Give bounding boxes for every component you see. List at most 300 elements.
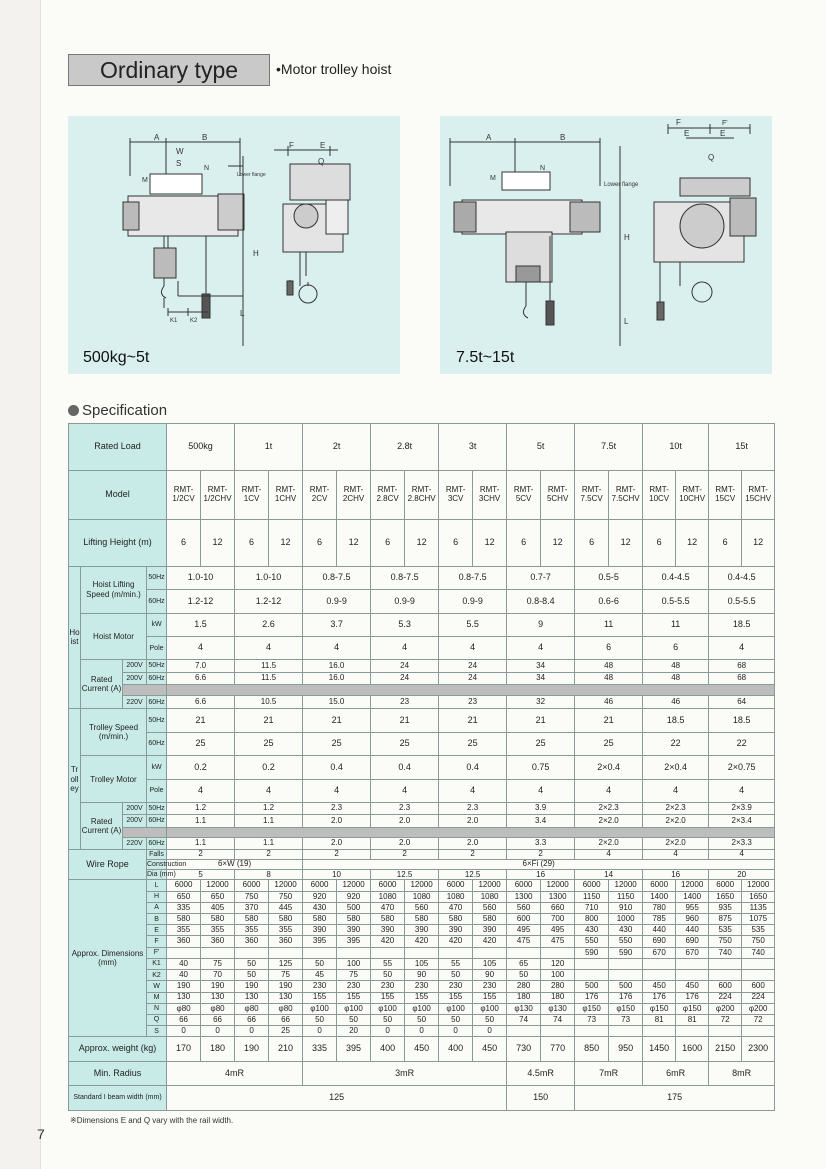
model-name: RMT-3CHV (473, 470, 507, 519)
table-cell: 130 (269, 992, 303, 1003)
table-cell: 1080 (473, 891, 507, 902)
load-header: 2t (303, 424, 371, 471)
table-cell: 75 (337, 970, 371, 981)
row-label: Model (69, 470, 167, 519)
table-row (69, 684, 775, 695)
table-cell: 1080 (405, 891, 439, 902)
table-cell: 25 (439, 732, 507, 755)
table-cell: 2×2.3 (575, 803, 643, 815)
table-cell (269, 947, 303, 958)
table-cell: 355 (167, 925, 201, 936)
table-cell: 74 (541, 1014, 575, 1025)
table-cell: 2 (235, 849, 303, 859)
table-cell: 395 (337, 936, 371, 947)
table-cell: 440 (643, 925, 676, 936)
table-row (69, 613, 775, 636)
table-cell: 2×0.75 (709, 756, 775, 779)
table-cell: 12 (742, 519, 775, 566)
table-cell: 1150 (575, 891, 609, 902)
table-cell: 2×2.3 (643, 803, 709, 815)
table-cell: 550 (575, 936, 609, 947)
table-cell: 0 (439, 1026, 473, 1037)
table-cell: 6×Fi (29) (303, 860, 775, 870)
table-cell (405, 947, 439, 958)
table-cell: 130 (201, 992, 235, 1003)
svg-text:F': F' (722, 120, 728, 127)
table-cell: 50 (371, 970, 405, 981)
table-cell: 4 (575, 779, 643, 802)
table-row (69, 891, 775, 902)
table-cell: 4 (235, 779, 303, 802)
table-cell: 18.5 (709, 613, 775, 636)
table-cell: 0.8-7.5 (439, 566, 507, 589)
table-cell: 6000 (575, 880, 609, 891)
table-cell: 0.5-5.5 (709, 590, 775, 613)
table-cell: φ80 (201, 1003, 235, 1014)
table-cell: 2 (507, 849, 575, 859)
table-row (69, 1026, 775, 1037)
hoist-drawing-small (68, 116, 400, 374)
table-cell: 955 (676, 902, 709, 913)
table-cell: 6000 (167, 880, 201, 891)
svg-text:M: M (490, 175, 496, 182)
table-cell (575, 970, 609, 981)
table-cell: 390 (473, 925, 507, 936)
row-label: Trolley Motor (81, 756, 147, 803)
model-name: RMT-7.5CHV (609, 470, 643, 519)
table-cell: 24 (439, 672, 507, 684)
table-cell: 73 (575, 1014, 609, 1025)
table-cell: 230 (473, 981, 507, 992)
drawing-panel-large-hoist (440, 116, 772, 374)
table-row (69, 992, 775, 1003)
table-cell: 3mR (303, 1061, 507, 1085)
table-cell: 25 (269, 1026, 303, 1037)
table-cell: 46 (575, 696, 643, 709)
table-cell: 450 (405, 1037, 439, 1061)
table-cell: φ150 (575, 1003, 609, 1014)
table-cell: 580 (303, 914, 337, 925)
table-cell: 670 (676, 947, 709, 958)
table-cell: 6 (643, 636, 709, 659)
table-cell: 475 (507, 936, 541, 947)
table-cell: 6 (371, 519, 405, 566)
group-label-hoist: Hoist (69, 566, 81, 709)
table-cell (676, 958, 709, 969)
table-cell: φ100 (303, 1003, 337, 1014)
table-cell: 3.9 (507, 803, 575, 815)
table-cell: 4 (507, 636, 575, 659)
table-cell: 200V (123, 672, 147, 684)
table-cell: 55 (439, 958, 473, 969)
table-cell: 190 (201, 981, 235, 992)
table-cell: 18.5 (709, 709, 775, 732)
svg-text:F: F (676, 118, 681, 127)
model-name: RMT-2.8CHV (405, 470, 439, 519)
table-cell: φ100 (439, 1003, 473, 1014)
table-cell: 25 (575, 732, 643, 755)
table-cell: 230 (303, 981, 337, 992)
table-row (69, 870, 775, 880)
dimension-key: E (147, 925, 167, 936)
table-cell: 450 (676, 981, 709, 992)
table-cell: 1.5 (167, 613, 235, 636)
table-cell (167, 827, 775, 837)
table-row (69, 566, 775, 589)
table-cell: 125 (269, 958, 303, 969)
table-cell: 190 (167, 981, 201, 992)
table-cell: 210 (269, 1037, 303, 1061)
table-cell: 8mR (709, 1061, 775, 1085)
table-cell: 50Hz (147, 709, 167, 732)
table-cell: 2.0 (371, 837, 439, 849)
table-cell: 6000 (643, 880, 676, 891)
footnote: ※Dimensions E and Q vary with the rail width. (70, 1116, 234, 1125)
table-cell: 580 (201, 914, 235, 925)
table-row (69, 779, 775, 802)
table-row (69, 925, 775, 936)
table-cell: 1400 (643, 891, 676, 902)
table-cell: 580 (371, 914, 405, 925)
table-cell: 2×2.0 (575, 837, 643, 849)
table-cell (742, 958, 775, 969)
table-cell: 0.8-8.4 (507, 590, 575, 613)
table-cell: 200V (123, 803, 147, 815)
table-cell: 50 (371, 1014, 405, 1025)
table-cell: 90 (473, 970, 507, 981)
table-cell: 6000 (371, 880, 405, 891)
table-row (69, 981, 775, 992)
table-cell: 1000 (609, 914, 643, 925)
table-cell: 180 (201, 1037, 235, 1061)
table-cell: kW (147, 613, 167, 636)
table-cell: 6 (167, 519, 201, 566)
table-cell: 55 (371, 958, 405, 969)
table-cell: 1400 (676, 891, 709, 902)
table-cell: 1.1 (235, 815, 303, 827)
table-cell: 430 (303, 902, 337, 913)
table-cell: 1.2-12 (235, 590, 303, 613)
table-cell: 120 (541, 958, 575, 969)
table-cell: 74 (507, 1014, 541, 1025)
table-cell: 60Hz (147, 837, 167, 849)
table-row (69, 709, 775, 732)
table-cell: 0 (405, 1026, 439, 1037)
row-label: Standard I beam width (mm) (69, 1086, 167, 1111)
table-cell: 5 (167, 870, 235, 880)
table-cell: 20 (337, 1026, 371, 1037)
table-cell: 200V (123, 815, 147, 827)
table-cell: 32 (507, 696, 575, 709)
table-cell: 445 (269, 902, 303, 913)
table-cell: 6 (439, 519, 473, 566)
table-cell (123, 827, 167, 837)
table-cell: 2150 (709, 1037, 742, 1061)
table-cell (541, 947, 575, 958)
table-cell: 335 (167, 902, 201, 913)
table-cell: 66 (235, 1014, 269, 1025)
table-cell (742, 1026, 775, 1037)
model-name: RMT-15CHV (742, 470, 775, 519)
table-cell: 2 (303, 849, 371, 859)
table-cell: 12000 (742, 880, 775, 891)
table-cell: 390 (439, 925, 473, 936)
table-row (69, 1037, 775, 1061)
dimension-key: B (147, 914, 167, 925)
table-cell: 12.5 (371, 870, 439, 880)
table-cell: 580 (167, 914, 201, 925)
table-cell: 130 (167, 992, 201, 1003)
table-cell: 580 (269, 914, 303, 925)
table-cell: 60Hz (147, 815, 167, 827)
table-cell: 4 (235, 636, 303, 659)
table-cell: 125 (167, 1086, 507, 1111)
table-cell (541, 1026, 575, 1037)
table-cell: 66 (201, 1014, 235, 1025)
row-label: Rated Current (A) (81, 660, 123, 709)
dimension-key: H (147, 891, 167, 902)
table-cell: 220V (123, 837, 147, 849)
table-cell: 850 (575, 1037, 609, 1061)
table-row (69, 1003, 775, 1014)
table-cell: 280 (507, 981, 541, 992)
table-cell: 2×3.3 (709, 837, 775, 849)
table-cell: 360 (167, 936, 201, 947)
table-cell: φ100 (371, 1003, 405, 1014)
table-cell (235, 947, 269, 958)
table-cell: φ100 (473, 1003, 507, 1014)
table-cell: 0.75 (507, 756, 575, 779)
table-cell: 21 (575, 709, 643, 732)
table-cell (507, 947, 541, 958)
table-cell: 224 (709, 992, 742, 1003)
table-cell: 420 (439, 936, 473, 947)
table-cell: 2300 (742, 1037, 775, 1061)
table-cell: 405 (201, 902, 235, 913)
table-cell: 0.4-4.5 (643, 566, 709, 589)
page-title: Ordinary type (99, 57, 239, 83)
table-row (69, 424, 775, 471)
table-cell: 21 (507, 709, 575, 732)
table-cell: 0.5-5.5 (643, 590, 709, 613)
table-cell: 12000 (676, 880, 709, 891)
table-cell: 14 (575, 870, 643, 880)
table-row (69, 914, 775, 925)
table-cell: 580 (337, 914, 371, 925)
table-cell: 0.4-4.5 (709, 566, 775, 589)
table-cell: 12 (201, 519, 235, 566)
table-cell: 430 (609, 925, 643, 936)
table-cell: 12000 (337, 880, 371, 891)
dimension-key: M (147, 992, 167, 1003)
table-cell: 740 (742, 947, 775, 958)
table-cell: 360 (235, 936, 269, 947)
group-label-trolley: Trolley (69, 709, 81, 850)
model-name: RMT-5CHV (541, 470, 575, 519)
svg-text:N: N (540, 165, 546, 172)
table-cell: 390 (303, 925, 337, 936)
table-cell: 176 (676, 992, 709, 1003)
load-header: 5t (507, 424, 575, 471)
table-cell: 6 (575, 636, 643, 659)
table-cell: 11.5 (235, 672, 303, 684)
row-label: Lifting Height (m) (69, 519, 167, 566)
table-cell: 72 (742, 1014, 775, 1025)
model-name: RMT-2CV (303, 470, 337, 519)
row-label: Approx. Dimensions (mm) (69, 880, 147, 1037)
table-cell: 81 (676, 1014, 709, 1025)
table-cell: φ150 (609, 1003, 643, 1014)
table-cell: 750 (709, 936, 742, 947)
table-cell: 12000 (201, 880, 235, 891)
table-cell: 2.0 (371, 815, 439, 827)
table-cell: 500 (609, 981, 643, 992)
table-cell: 360 (269, 936, 303, 947)
table-cell: Dia (mm) (147, 871, 176, 879)
table-cell (167, 684, 775, 695)
table-cell: 400 (371, 1037, 405, 1061)
table-cell: 50 (473, 1014, 507, 1025)
table-cell: 50 (439, 1014, 473, 1025)
table-cell: 650 (201, 891, 235, 902)
table-cell: 12000 (609, 880, 643, 891)
table-cell: 6 (303, 519, 337, 566)
table-cell: 0 (167, 1026, 201, 1037)
table-cell: 24 (371, 672, 439, 684)
table-cell (473, 947, 507, 958)
table-cell: φ80 (235, 1003, 269, 1014)
table-cell: 23 (371, 696, 439, 709)
table-cell: φ80 (167, 1003, 201, 1014)
table-cell: 12 (337, 519, 371, 566)
dimension-key: W (147, 981, 167, 992)
table-cell (609, 1026, 643, 1037)
table-cell: 40 (167, 958, 201, 969)
table-cell: 535 (742, 925, 775, 936)
table-cell (742, 970, 775, 981)
table-cell: 750 (269, 891, 303, 902)
model-name: RMT-2CHV (337, 470, 371, 519)
model-name: RMT-15CV (709, 470, 742, 519)
model-name: RMT-5CV (507, 470, 541, 519)
svg-text:A: A (154, 133, 160, 142)
table-cell: 68 (709, 660, 775, 672)
table-cell: 600 (507, 914, 541, 925)
svg-text:K1: K1 (170, 318, 178, 324)
table-cell (676, 1026, 709, 1037)
table-cell: 50 (337, 1014, 371, 1025)
table-row (69, 958, 775, 969)
table-row (69, 470, 775, 519)
table-cell: 960 (676, 914, 709, 925)
row-label: Min. Radius (69, 1061, 167, 1085)
table-cell: 2.0 (303, 837, 371, 849)
table-cell: 4 (643, 779, 709, 802)
table-cell: 2 (371, 849, 439, 859)
table-cell: 230 (371, 981, 405, 992)
table-cell: φ100 (405, 1003, 439, 1014)
table-cell: 16 (507, 870, 575, 880)
table-cell: 0 (303, 1026, 337, 1037)
table-cell: 48 (643, 660, 709, 672)
table-cell: 11 (643, 613, 709, 636)
table-cell: 1075 (742, 914, 775, 925)
table-cell: 12000 (269, 880, 303, 891)
svg-text:F: F (289, 141, 294, 150)
table-cell: 25 (235, 732, 303, 755)
table-cell: 12 (269, 519, 303, 566)
table-cell: 70 (201, 970, 235, 981)
table-cell (167, 947, 201, 958)
table-cell: 224 (742, 992, 775, 1003)
table-cell: 220V (123, 696, 147, 709)
row-label: Rated Current (A) (81, 803, 123, 850)
table-cell: 2 (167, 849, 235, 859)
table-cell: 500 (575, 981, 609, 992)
svg-text:E: E (720, 129, 726, 138)
table-row (69, 696, 775, 709)
hoist-drawing-large (440, 116, 772, 374)
table-cell: φ150 (676, 1003, 709, 1014)
table-cell: 710 (575, 902, 609, 913)
table-cell (123, 684, 167, 695)
table-cell: 1600 (676, 1037, 709, 1061)
table-cell: 280 (541, 981, 575, 992)
table-cell: 560 (405, 902, 439, 913)
table-row (69, 1086, 775, 1111)
table-cell: 470 (371, 902, 405, 913)
table-cell: 170 (167, 1037, 201, 1061)
table-cell: 0 (371, 1026, 405, 1037)
table-cell: 920 (337, 891, 371, 902)
table-cell: 40 (167, 970, 201, 981)
table-cell: 3.3 (507, 837, 575, 849)
table-cell: 1300 (541, 891, 575, 902)
table-cell (609, 958, 643, 969)
table-cell: Construction (147, 861, 187, 869)
table-cell: 50 (303, 1014, 337, 1025)
table-cell: 12 (609, 519, 643, 566)
table-cell: 2×3.4 (709, 815, 775, 827)
table-cell: 2×0.4 (643, 756, 709, 779)
table-cell: 190 (269, 981, 303, 992)
load-header: 3t (439, 424, 507, 471)
table-cell: 6000 (709, 880, 742, 891)
spec-heading-label: Specification (82, 402, 168, 419)
table-cell: 66 (269, 1014, 303, 1025)
table-cell: 0.6-6 (575, 590, 643, 613)
table-cell (507, 1026, 541, 1037)
table-cell: 2×0.4 (575, 756, 643, 779)
table-cell: 2×3.9 (709, 803, 775, 815)
table-cell: 395 (303, 936, 337, 947)
table-cell: 2.0 (439, 815, 507, 827)
load-header: 1t (235, 424, 303, 471)
table-cell: 1.0-10 (235, 566, 303, 589)
table-cell: 75 (269, 970, 303, 981)
table-cell: 48 (575, 660, 643, 672)
table-cell: 730 (507, 1037, 541, 1061)
table-cell: 230 (337, 981, 371, 992)
table-cell: 81 (643, 1014, 676, 1025)
section-title-box (68, 54, 270, 86)
table-cell: 18.5 (643, 709, 709, 732)
table-cell: 21 (235, 709, 303, 732)
table-cell: 450 (643, 981, 676, 992)
table-cell (337, 947, 371, 958)
table-cell: 335 (303, 1037, 337, 1061)
model-name: RMT-1/2CV (167, 470, 201, 519)
